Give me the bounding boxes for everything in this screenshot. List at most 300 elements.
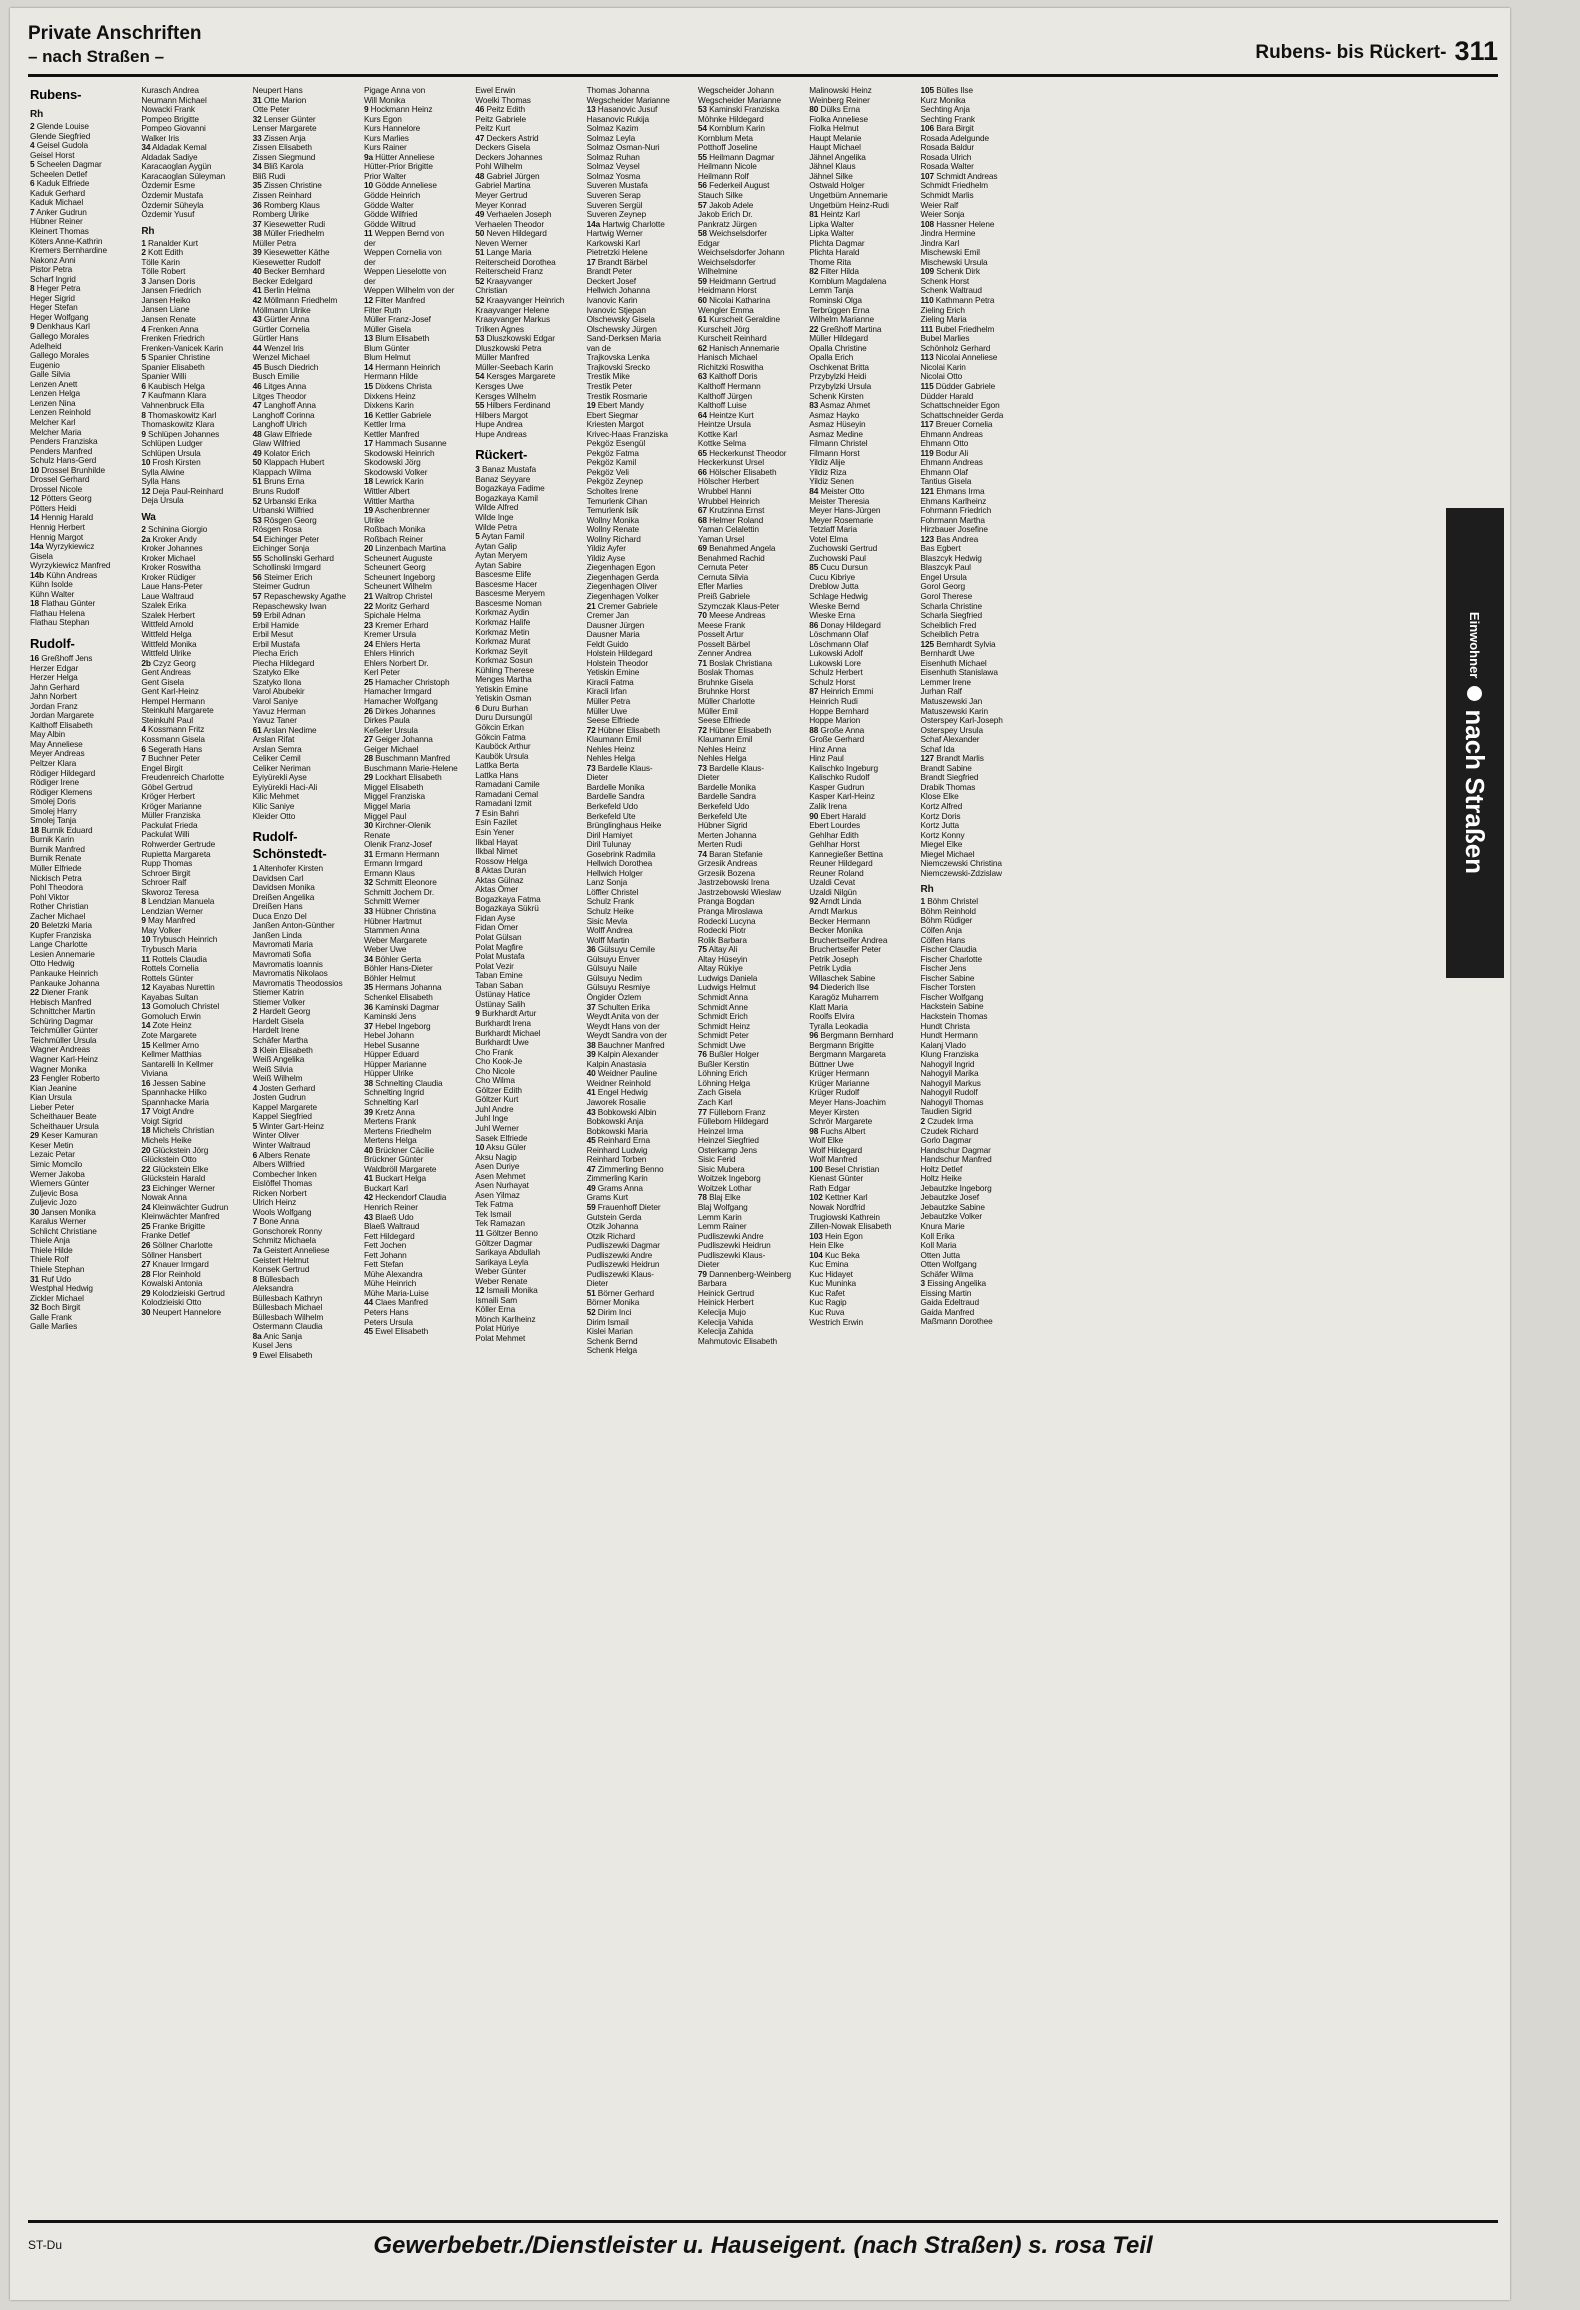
directory-entry: Voigt Sigrid: [141, 1115, 183, 1126]
directory-entry: Diril Hamiyet: [586, 829, 633, 840]
directory-entry: Matuszewski Jan: [920, 696, 983, 706]
directory-entry: Herzer Edgar: [30, 662, 79, 673]
directory-entry: 23 Kremer Erhard: [363, 619, 429, 630]
directory-entry: Winter Oliver: [252, 1130, 300, 1141]
directory-entry: Michels Heike: [141, 1134, 192, 1145]
house-number: 49: [475, 209, 485, 220]
directory-entry: 41 Engel Hedwig: [586, 1087, 648, 1098]
house-number: 53: [697, 104, 707, 115]
directory-entry: 98 Fuchs Albert: [809, 1125, 866, 1136]
directory-entry: 100 Besel Christian: [809, 1163, 880, 1174]
directory-entry: Bascesme Hacer: [475, 578, 538, 589]
directory-entry: Aytan Galip: [475, 540, 517, 551]
directory-entry: Ostwald Holger: [809, 180, 865, 191]
directory-entry: 78 Blaj Elke: [697, 1192, 741, 1203]
directory-entry: Woitzek Ingeborg: [697, 1173, 761, 1184]
house-number: 22: [363, 600, 373, 611]
directory-entry: Trestik Peter: [586, 380, 632, 391]
directory-entry: Lemmer Irene: [920, 676, 971, 687]
directory-entry: Otto Hedwig: [30, 958, 75, 969]
directory-entry: Korkmaz Aydin: [475, 607, 530, 618]
directory-entry: Arslan Rifat: [252, 734, 295, 745]
directory-column: [1032, 86, 1141, 2196]
directory-entry: Dreblow Jutta: [809, 581, 859, 592]
directory-entry: 23 Fengler Roberto: [30, 1073, 100, 1084]
directory-entry: Müller Emil: [697, 705, 738, 716]
directory-entry: 2b Czyz Georg: [141, 657, 196, 668]
directory-entry: Werner Jakoba: [30, 1168, 85, 1179]
directory-entry: Hein Elke: [809, 1240, 844, 1251]
directory-entry: Burnik Karin: [30, 834, 74, 845]
house-number: 55: [475, 400, 485, 411]
directory-entry: 121 Ehmans Irma: [920, 485, 985, 496]
directory-entry: Zach Gisela: [697, 1087, 742, 1098]
directory-entry: Weichselsdorfer: [697, 256, 756, 267]
house-number: 34: [252, 161, 262, 172]
directory-entry: Stiemer Volker: [252, 996, 306, 1007]
thumb-index-tab: [1446, 508, 1504, 978]
directory-entry: Willaschek Sabine: [809, 972, 876, 983]
directory-entry: Lanz Sonja: [586, 877, 628, 888]
directory-entry: Lendzian Werner: [141, 905, 203, 916]
directory-entry: Wollny Monika: [586, 514, 640, 525]
directory-entry: Meyer Hans-Joachim: [809, 1096, 886, 1107]
directory-entry: Zissen Siegmund: [252, 151, 316, 162]
directory-entry: Ehmann Olaf: [920, 466, 968, 477]
directory-entry: Hellwich Holger: [586, 867, 643, 878]
directory-entry: Yildiz Alije: [809, 457, 846, 468]
directory-entry: Gorol Georg: [920, 581, 966, 592]
directory-entry: Langhoff Ulrich: [252, 419, 307, 430]
directory-entry: Mavromatis Nikolaos: [252, 968, 328, 979]
directory-entry: Miegel Elke: [920, 839, 963, 850]
house-number: 14: [30, 512, 40, 523]
directory-entry: Janßen Linda: [252, 929, 302, 940]
district-subheading: Rh: [141, 225, 155, 237]
directory-entry: Neupert Hans: [252, 85, 303, 95]
house-number: 18: [30, 824, 40, 835]
directory-entry: Hellwich Dorothea: [586, 858, 653, 869]
directory-entry: Stiemer Katrin: [252, 987, 304, 998]
directory-entry: 115 Düdder Gabriele: [920, 380, 996, 391]
directory-entry: Kettler Manfred: [363, 428, 420, 439]
directory-entry: Brandt Peter: [586, 266, 632, 277]
directory-entry: Özdemir Süheyla: [141, 199, 204, 210]
directory-entry: Klaumann Emil: [586, 734, 642, 745]
directory-entry: Osterspey Ursula: [920, 724, 983, 735]
directory-entry: Kühn Walter: [30, 588, 75, 599]
directory-entry: Scheunert Wilhelm: [363, 581, 432, 592]
directory-entry: Lipka Walter: [809, 228, 854, 239]
directory-entry: Laue Waltraud: [141, 590, 194, 601]
directory-entry: Möhnke Hildegard: [697, 113, 764, 124]
directory-entry: Wagner Andreas: [30, 1044, 91, 1055]
directory-entry: Galle Marlies: [30, 1321, 78, 1332]
directory-entry: 29 Kolodzieiski Gertrud: [141, 1287, 225, 1298]
house-number: 67: [697, 505, 707, 516]
house-number: 113: [920, 352, 934, 363]
directory-entry: Fohrmann Friedrich: [920, 505, 992, 516]
directory-entry: 7 Esin Bahri: [475, 807, 519, 818]
directory-entry: Göltzer Dagmar: [475, 1237, 533, 1248]
directory-entry: Otzik Johanna: [586, 1221, 639, 1232]
directory-entry: Rother Christian: [30, 901, 89, 912]
directory-entry: Lenzen Nina: [30, 397, 76, 408]
house-number: 57: [252, 590, 262, 601]
directory-entry: Heger Sigrid: [30, 292, 75, 303]
directory-entry: 125 Bernhardt Sylvia: [920, 638, 996, 649]
directory-entry: 4 Josten Gerhard: [252, 1082, 316, 1093]
directory-entry: 23 Eichinger Werner: [141, 1182, 215, 1193]
directory-entry: Kasper Karl-Heinz: [809, 791, 875, 802]
directory-entry: Scheunert Georg: [363, 562, 426, 573]
house-number: 7a: [252, 1244, 262, 1255]
house-number: 109: [920, 266, 935, 277]
directory-entry: Rottels Günter: [141, 972, 194, 983]
street-heading: Rudolf-Schönstedt-: [252, 829, 327, 862]
house-number: 41: [363, 1173, 373, 1184]
directory-entry: Kusel Jens: [252, 1340, 293, 1351]
directory-entry: Kupfer Franziska: [30, 929, 92, 940]
directory-entry: Gosebrink Radmila: [586, 848, 656, 859]
directory-entry: Zissen Elisabeth: [252, 142, 312, 153]
directory-entry: Mühe Maria-Luise: [363, 1287, 429, 1298]
directory-entry: Kaduk Gerhard: [30, 187, 85, 198]
house-number: 127: [920, 753, 935, 764]
directory-entry: 3 Klein Elisabeth: [252, 1044, 313, 1055]
directory-entry: 35 Hermans Johanna: [363, 982, 442, 993]
directory-entry: Eichinger Sonja: [252, 543, 310, 554]
directory-entry: 102 Kettner Karl: [809, 1192, 868, 1203]
house-number: 33: [363, 906, 373, 917]
directory-entry: Kortz Alfred: [920, 801, 963, 812]
directory-entry: Jebautzke Volker: [920, 1211, 983, 1222]
house-number: 46: [475, 104, 485, 115]
directory-entry: Wegscheider Marianne: [586, 94, 670, 105]
directory-entry: Kelecija Zahida: [697, 1326, 754, 1337]
directory-entry: 68 Helmer Roland: [697, 514, 764, 525]
directory-entry: Smolej Doris: [30, 796, 76, 807]
directory-entry: Jahn Norbert: [30, 691, 77, 702]
directory-entry: 8 Lendzian Manuela: [141, 896, 215, 907]
directory-entry: Kröger Herbert: [141, 791, 195, 802]
directory-entry: 58 Weichselsdorfer: [697, 228, 767, 239]
directory-entry: Bubel Marlies: [920, 333, 970, 344]
house-number: 5: [475, 531, 480, 542]
house-number: 2: [920, 1115, 926, 1126]
directory-entry: Kortz Doris: [920, 810, 961, 821]
directory-entry: Rossow Helga: [475, 855, 528, 866]
house-number: 123: [920, 533, 935, 544]
house-number: 12: [30, 493, 40, 504]
house-number: 14: [141, 1020, 151, 1031]
directory-entry: Wollny Renate: [586, 524, 640, 535]
directory-entry: Hüpper Marianne: [363, 1058, 427, 1069]
directory-entry: Wegscheider Johann: [697, 85, 774, 95]
directory-entry: Posselt Bärbel: [697, 638, 750, 649]
directory-entry: Kröger Marianne: [141, 800, 202, 811]
directory-entry: Burkhardt Uwe: [475, 1037, 529, 1048]
directory-entry: Hüpper Ulrike: [363, 1068, 414, 1079]
house-number: 2a: [141, 533, 151, 544]
directory-entry: Schulz Herbert: [809, 667, 863, 678]
directory-entry: 49 Grams Anna: [586, 1182, 643, 1193]
house-number: 30: [30, 1206, 40, 1217]
directory-entry: Sasek Elfriede: [475, 1132, 528, 1143]
house-number: 10: [141, 457, 151, 468]
directory-entry: Lenzen Helga: [30, 388, 81, 399]
house-number: 105: [920, 85, 935, 95]
house-number: 43: [363, 1211, 373, 1222]
directory-entry: Kaduk Michael: [30, 197, 84, 208]
directory-entry: Korkmaz Sosun: [475, 655, 533, 666]
directory-entry: Jansen Liane: [141, 304, 190, 315]
directory-entry: 40 Weidner Pauline: [586, 1068, 658, 1079]
directory-entry: 31 Ermann Hermann: [363, 848, 440, 859]
directory-entry: Büllesbach Wilhelm: [252, 1311, 324, 1322]
directory-entry: Schnelting Ingrid: [363, 1087, 425, 1098]
directory-entry: Weydt Anita von der: [586, 1011, 659, 1022]
directory-column: [1366, 86, 1475, 2196]
house-number: 61: [697, 314, 707, 325]
directory-entry: Weier Ralf: [920, 199, 959, 210]
directory-entry: Peters Ursula: [363, 1316, 413, 1327]
directory-entry: Löhning Helga: [697, 1077, 751, 1088]
directory-entry: Gorlo Dagmar: [920, 1135, 972, 1146]
directory-entry: 9a Hütter Anneliese: [363, 151, 435, 162]
directory-entry: Jansen Heiko: [141, 294, 191, 305]
house-number: 42: [252, 295, 262, 306]
directory-column: [698, 86, 807, 2196]
directory-entry: Spanier Elisabeth: [141, 361, 205, 372]
directory-entry: 34 Aldadak Kemal: [141, 142, 207, 153]
directory-entry: 15 Kellmer Arno: [141, 1039, 199, 1050]
house-number: 32: [30, 1302, 40, 1313]
directory-entry: Müller Petra: [586, 696, 631, 706]
directory-entry: 36 Gülsuyu Cemile: [586, 944, 655, 955]
directory-entry: Spannhacke Maria: [141, 1096, 209, 1107]
directory-entry: Mertens Frank: [363, 1116, 417, 1127]
house-number: 38: [252, 228, 262, 239]
directory-entry: Ilkbal Nimet: [475, 846, 518, 857]
directory-entry: Kolodzieiski Otto: [141, 1297, 202, 1308]
directory-entry: Aytan Sabire: [475, 559, 522, 570]
directory-entry: 13 Gomoluch Christel: [141, 1001, 220, 1012]
directory-entry: Kuc Emina: [809, 1259, 849, 1270]
directory-entry: Kurs Rainer: [363, 142, 407, 153]
directory-entry: Gülsuyu Enver: [586, 953, 640, 964]
directory-entry: Schmitt Werner: [363, 896, 420, 907]
directory-entry: Opalla Christine: [809, 342, 867, 353]
house-number: 84: [809, 485, 819, 496]
directory-entry: Ehmann Otto: [920, 438, 969, 449]
directory-entry: Trajkovska Lenka: [586, 352, 650, 363]
house-number: 58: [697, 228, 707, 239]
directory-entry: Löffler Christel: [586, 886, 639, 897]
house-number: 34: [363, 953, 373, 964]
house-number: 37: [363, 1020, 373, 1031]
directory-entry: Jebautzke Sabine: [920, 1201, 985, 1212]
directory-entry: Korkmaz Metin: [475, 626, 530, 637]
directory-entry: Köters Anne-Kathrin: [30, 235, 103, 246]
directory-entry: Kuc Hidayet: [809, 1268, 853, 1279]
directory-entry: 105 Bülles Ilse: [920, 85, 973, 95]
directory-entry: Jaworek Rosalie: [586, 1096, 646, 1107]
house-number: 36: [363, 1001, 373, 1012]
house-number: 17: [586, 256, 596, 267]
directory-entry: Bogazkaya Sükrü: [475, 903, 539, 914]
directory-entry: Steimer Gudrun: [252, 581, 310, 592]
directory-entry: Scheunert Auguste: [363, 552, 433, 563]
directory-entry: Ramadani Camile: [475, 779, 540, 790]
directory-entry: Przybylzki Ursula: [809, 380, 872, 391]
house-number: 29: [363, 772, 373, 783]
directory-entry: Buschmann Marie-Helene: [363, 762, 458, 773]
house-number: 23: [30, 1073, 40, 1084]
directory-entry: Sechting Anja: [920, 104, 970, 115]
directory-entry: Schmidt Anne: [697, 1001, 748, 1012]
directory-entry: 117 Breuer Cornelia: [920, 419, 993, 430]
house-number: 8: [141, 896, 146, 907]
directory-entry: Heckerkunst Ursel: [697, 457, 764, 468]
directory-entry: 2 Hardelt Georg: [252, 1006, 311, 1017]
directory-entry: Kremers Bernhardine: [30, 245, 107, 256]
directory-entry: Gutstein Gerda: [586, 1211, 642, 1222]
directory-entry: Asen Duriye: [475, 1161, 520, 1172]
header-title-line1: Private Anschriften: [28, 23, 202, 44]
directory-entry: Jebautzke Josef: [920, 1192, 979, 1203]
directory-entry: Celiker Neriman: [252, 762, 311, 773]
directory-entry: 42 Heckendorf Claudia: [363, 1192, 447, 1203]
directory-entry: Langhoff Corinna: [252, 409, 315, 420]
directory-entry: Yavuz Herman: [252, 705, 306, 716]
directory-entry: Bascesme Meryem: [475, 588, 545, 599]
directory-entry: Lukowski Adolf: [809, 648, 863, 659]
header-range-and-page: [1255, 36, 1498, 67]
directory-entry: Scheiblich Petra: [920, 629, 979, 640]
directory-entry: Esin Yener: [475, 827, 514, 838]
house-number: 77: [697, 1106, 707, 1117]
directory-entry: 52 Urbanski Erika: [252, 495, 317, 506]
directory-entry: Kannegießer Bettina: [809, 848, 883, 859]
house-number: 43: [586, 1106, 596, 1117]
house-number: 8: [475, 865, 480, 876]
directory-entry: Combecher Inken: [252, 1168, 317, 1179]
directory-entry: 62 Hanisch Annemarie: [697, 342, 780, 353]
directory-entry: 47 Deckers Astrid: [475, 132, 539, 143]
directory-entry: Fischer Charlotte: [920, 953, 982, 964]
directory-entry: Weier Sonja: [920, 209, 965, 220]
directory-entry: Rominski Olga: [809, 295, 862, 306]
directory-entry: Penders Manfred: [30, 445, 93, 456]
directory-entry: Otten Jutta: [920, 1249, 960, 1260]
district-subheading: Rh: [920, 884, 934, 896]
directory-entry: Schroer Ralf: [141, 877, 187, 888]
directory-entry: Dirkes Paula: [363, 715, 410, 726]
directory-entry: Zalik Irena: [809, 801, 847, 812]
directory-entry: Brünglinghaus Heike: [586, 820, 662, 831]
directory-entry: Yaman Celalettin: [697, 524, 759, 535]
directory-entry: Teichmüller Günter: [30, 1025, 98, 1036]
directory-entry: Kiesewetter Rudolf: [252, 256, 321, 267]
directory-entry: 87 Heinrich Emmi: [809, 686, 874, 697]
directory-entry: 39 Kiesewetter Käthe: [252, 247, 330, 258]
directory-entry: Pekgöz Fatma: [586, 447, 639, 458]
directory-columns: [30, 86, 1475, 2196]
directory-entry: Kleider Otto: [252, 810, 296, 821]
directory-entry: Gent Karl-Heinz: [141, 686, 199, 697]
directory-entry: Üstünay Salih: [475, 998, 526, 1009]
house-number: 1: [252, 863, 258, 874]
directory-entry: 33 Zissen Anja: [252, 132, 306, 143]
directory-entry: Brandt Siegfried: [920, 772, 979, 783]
directory-entry: Aytan Meryem: [475, 550, 528, 561]
directory-entry: Wittler Albert: [363, 485, 410, 496]
directory-entry: 110 Kathmann Petra: [920, 295, 995, 306]
directory-entry: Temurlenk Isik: [586, 505, 639, 516]
directory-entry: 6 Albers Renate: [252, 1149, 311, 1160]
directory-entry: Zieling Erich: [920, 304, 965, 315]
directory-entry: Gehlhar Horst: [809, 839, 860, 850]
house-number: 3: [920, 1278, 926, 1289]
house-number: 32: [363, 877, 373, 888]
directory-entry: Santarelli In Kellmer: [141, 1058, 214, 1069]
directory-entry: Weiß Angelika: [252, 1054, 305, 1065]
directory-entry: Jordan Franz: [30, 700, 78, 711]
directory-entry: 2 Kott Edith: [141, 247, 184, 258]
directory-entry: Kroker Michael: [141, 552, 196, 563]
directory-entry: Uzaldi Cevat: [809, 877, 856, 888]
directory-entry: Ramadani Cemal: [475, 788, 538, 799]
directory-entry: Wiemers Günter: [30, 1178, 89, 1189]
directory-entry: Meyer Andreas: [30, 748, 85, 759]
directory-entry: 39 Kretz Anna: [363, 1106, 415, 1117]
directory-entry: Öngider Özlem: [586, 991, 642, 1002]
directory-entry: 47 Langhoff Anna: [252, 400, 316, 411]
house-number: 86: [809, 619, 819, 630]
house-number: 52: [475, 275, 485, 286]
directory-entry: Pranga Miroslawa: [697, 906, 763, 917]
directory-entry: Zacher Michael: [30, 910, 86, 921]
directory-entry: Kuc Muninka: [809, 1278, 857, 1289]
directory-entry: Schmidt Peter: [697, 1030, 749, 1041]
directory-entry: Lemm Tanja: [809, 285, 854, 296]
directory-entry: Trybusch Maria: [141, 944, 197, 955]
directory-entry: Hamacher Wolfgang: [363, 696, 438, 706]
directory-entry: Pudliszewki Klaus-: [586, 1268, 654, 1279]
directory-entry: Suveren Serap: [586, 190, 641, 201]
directory-entry: Reinhard Torben: [586, 1154, 647, 1165]
directory-entry: 6 Kaduk Elfriede: [30, 178, 90, 189]
directory-entry: Woelki Thomas: [475, 94, 531, 105]
thumb-index-small-label: Einwohner: [1467, 611, 1483, 679]
directory-entry: Böhm Reinhold: [920, 905, 976, 916]
house-number: 64: [697, 409, 707, 420]
directory-entry: Hanisch Michael: [697, 352, 758, 363]
house-number: 5: [252, 1120, 258, 1131]
directory-entry: Dreißen Angelika: [252, 891, 315, 902]
directory-entry: 109 Schenk Dirk: [920, 266, 980, 277]
directory-entry: Rodecki Piotr: [697, 925, 746, 936]
directory-entry: 30 Neupert Hannelore: [141, 1306, 221, 1317]
house-number: 106: [920, 123, 935, 134]
directory-entry: Wittfeld Arnold: [141, 619, 194, 630]
house-number: 37: [252, 218, 262, 229]
house-number: 27: [363, 734, 373, 745]
directory-entry: Sarikaya Leyla: [475, 1256, 529, 1267]
directory-entry: Pekgöz Kamil: [586, 457, 637, 468]
house-number: 18: [363, 476, 373, 487]
